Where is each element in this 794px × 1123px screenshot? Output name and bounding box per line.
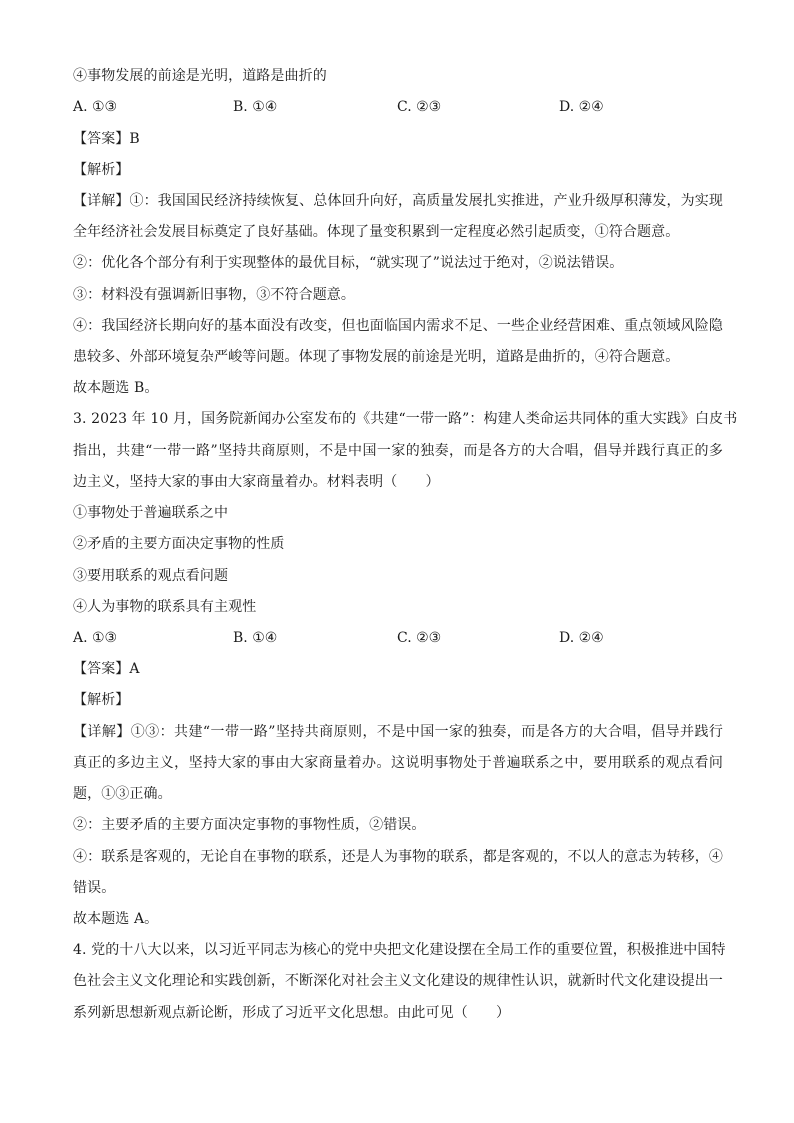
q3-choice-a: A. ①③ [73, 630, 118, 646]
q2-detail-line-4: ③：材料没有强调新旧事物，③不符合题意。 [73, 287, 355, 303]
q3-detail-line-4: ②：主要矛盾的主要方面决定事物的事物性质，②错误。 [73, 817, 426, 833]
q3-detail-line-2: 真正的多边主义，坚持大家的事由大家商量着办。这说明事物处于普遍联系之中，要用联系的观点看问 [73, 755, 723, 771]
q4-stem-line-3: 系列新思想新观点新论断，形成了习近平文化思想。由此可见（ ） [73, 1005, 511, 1021]
q2-statement-4: ④事物发展的前途是光明，道路是曲折的 [73, 68, 327, 84]
q2-choice-b: B. ①④ [233, 99, 278, 115]
q3-detail-line-3: 题，①③正确。 [73, 786, 172, 802]
q2-answer: 【答案】B [73, 131, 140, 147]
q4-stem-line-1: 4. 党的十八大以来，以习近平同志为核心的党中央把文化建设摆在全局工作的重要位置，积极推进中国特 [73, 942, 726, 958]
q3-conclusion: 故本题选 A。 [73, 911, 159, 927]
q4-stem-line-2: 色社会主义文化理论和实践创新，不断深化对社会主义文化建设的规律性认识，就新时代文化建设提出一 [73, 973, 723, 989]
q2-choice-a: A. ①③ [73, 99, 118, 115]
q3-stem-line-2: 指出，共建“一带一路”坚持共商原则，不是中国一家的独奏，而是各方的大合唱，倡导并践行真正的多 [73, 443, 723, 459]
q2-detail-line-6: 患较多、外部环境复杂严峻等问题。体现了事物发展的前途是光明，道路是曲折的，④符合题意。 [73, 349, 680, 365]
q2-conclusion: 故本题选 B。 [73, 380, 159, 396]
q2-detail-line-2: 全年经济社会发展目标奠定了良好基础。体现了量变积累到一定程度必然引起质变，①符合题意。 [73, 224, 680, 240]
q2-detail-line-5: ④：我国经济长期向好的基本面没有改变，但也面临国内需求不足、一些企业经营困难、重点领域风险隐 [73, 318, 723, 334]
q3-statement-1: ①事物处于普遍联系之中 [73, 505, 229, 521]
q3-detail-line-1: 【详解】①③：共建“一带一路”坚持共商原则，不是中国一家的独奏，而是各方的大合唱，倡导并践行 [73, 724, 723, 740]
q3-statement-4: ④人为事物的联系具有主观性 [73, 599, 257, 615]
q3-detail-line-6: 错误。 [73, 880, 116, 896]
q3-choice-b: B. ①④ [233, 630, 278, 646]
q3-choice-c: C. ②③ [397, 630, 442, 646]
q2-choice-d: D. ②④ [559, 99, 604, 115]
q3-stem-line-1: 3. 2023 年 10 月，国务院新闻办公室发布的《共建“一带一路”：构建人类命运共同体的重大实践》白皮书 [73, 411, 738, 427]
q2-analysis-label: 【解析】 [73, 162, 130, 178]
q3-analysis-label: 【解析】 [73, 692, 130, 708]
q3-statement-3: ③要用联系的观点看问题 [73, 568, 229, 584]
q2-detail-line-3: ②：优化各个部分有利于实现整体的最优目标，“就实现了”说法过于绝对，②说法错误。 [73, 255, 624, 271]
q3-detail-line-5: ④：联系是客观的，无论自在事物的联系，还是人为事物的联系，都是客观的，不以人的意志为转移，④ [73, 849, 723, 865]
q3-stem-line-3: 边主义，坚持大家的事由大家商量着办。材料表明（ ） [73, 474, 440, 490]
q3-choice-d: D. ②④ [559, 630, 604, 646]
q3-answer: 【答案】A [73, 661, 140, 677]
q2-choice-c: C. ②③ [397, 99, 442, 115]
q2-detail-line-1: 【详解】①：我国国民经济持续恢复、总体回升向好，高质量发展扎实推进，产业升级厚积薄发，为实现 [73, 193, 723, 209]
q3-statement-2: ②矛盾的主要方面决定事物的性质 [73, 536, 285, 552]
